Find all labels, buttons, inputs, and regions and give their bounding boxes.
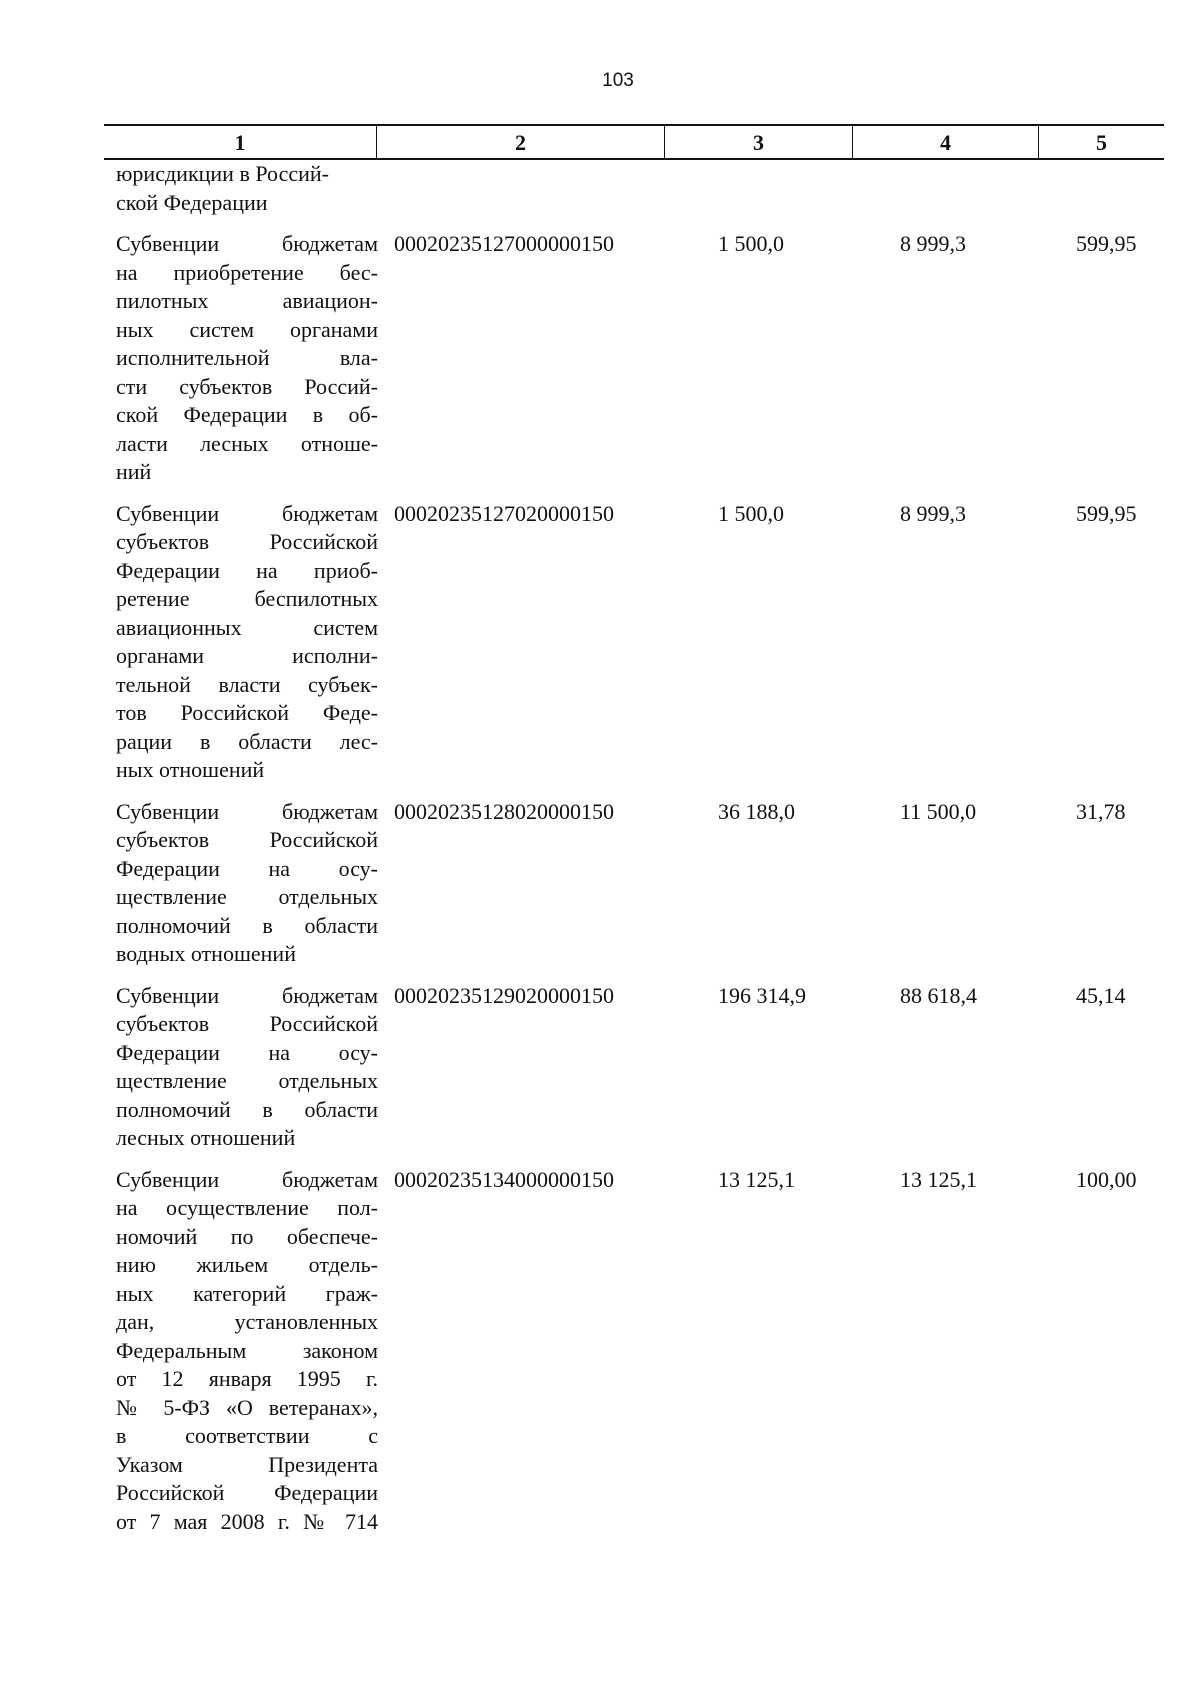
column-4-value: 13 125,1	[900, 1166, 977, 1192]
description-line: органами исполни-	[116, 643, 378, 668]
column-3-value: 196 314,9	[718, 982, 806, 1008]
table-row	[104, 160, 1164, 217]
description-line: на приобретение бес-	[116, 259, 378, 285]
table-row	[104, 1166, 1164, 1537]
column-3-value: 36 188,0	[718, 798, 795, 824]
description-line: авиационных систем	[116, 614, 378, 640]
column-4-value: 11 500,0	[900, 798, 977, 824]
description-line: юрисдикции в Россий-	[116, 161, 329, 186]
budget-table	[104, 124, 1164, 1549]
row-description	[116, 160, 378, 217]
description-line: субъектов Российской	[116, 1011, 378, 1036]
description-line: ласти лесных отноше-	[116, 430, 378, 456]
table-row	[104, 230, 1164, 487]
description-line: ществление отдельных	[116, 1068, 378, 1093]
column-5-value: 45,14	[1076, 982, 1126, 1008]
description-line: № 5-ФЗ «О ветеранах»,	[116, 1394, 378, 1420]
description-line: номочий по обеспече-	[116, 1223, 378, 1249]
description-line: в соответствии с	[116, 1423, 378, 1448]
description-line: рации в области лес-	[116, 728, 378, 754]
description-line: Субвенции бюджетам	[116, 982, 378, 1008]
description-line: ний	[116, 459, 152, 484]
column-header-2: 2	[376, 126, 664, 158]
budget-code: 00020235134000000150	[394, 1166, 614, 1192]
table-header-row	[104, 124, 1164, 160]
column-3-value: 1 500,0	[718, 231, 784, 256]
description-line: исполнительной вла-	[116, 345, 378, 370]
page-number: 103	[602, 70, 634, 91]
description-line: полномочий в области	[116, 1096, 378, 1122]
column-5-value: 100,00	[1076, 1166, 1137, 1192]
column-4-value: 8 999,3	[900, 231, 966, 256]
column-header-4: 4	[852, 126, 1038, 158]
row-description	[116, 798, 378, 969]
description-line: субъектов Российской	[116, 827, 378, 852]
column-header-5: 5	[1038, 126, 1164, 158]
description-line: Субвенции бюджетам	[116, 1166, 378, 1192]
description-line: ретение беспилотных	[116, 586, 378, 611]
description-line: Федеральным законом	[116, 1337, 378, 1363]
description-line: Субвенции бюджетам	[116, 500, 378, 526]
row-description	[116, 500, 378, 785]
column-header-1: 1	[234, 130, 246, 155]
row-description	[116, 230, 378, 487]
description-line: ных категорий граж-	[116, 1280, 378, 1306]
description-line: ных систем органами	[116, 316, 378, 342]
description-line: Федерации на осу-	[116, 855, 378, 881]
column-3-value: 13 125,1	[718, 1166, 795, 1192]
description-line: ской Федерации	[116, 189, 268, 215]
table-body	[104, 160, 1164, 1536]
description-line: ской Федерации в об-	[116, 402, 378, 427]
description-line: полномочий в области	[116, 912, 378, 938]
description-line: субъектов Российской	[116, 529, 378, 554]
table-row	[104, 982, 1164, 1153]
description-line: от 7 мая 2008 г. № 714	[116, 1508, 378, 1534]
description-line: сти субъектов Россий-	[116, 373, 378, 399]
description-line: дан, установленных	[116, 1309, 378, 1334]
budget-code: 00020235129020000150	[394, 982, 614, 1008]
description-line: Федерации на осу-	[116, 1039, 378, 1065]
column-5-value: 31,78	[1076, 798, 1126, 824]
description-line: тов Российской Феде-	[116, 700, 378, 725]
description-line: от 12 января 1995 г.	[116, 1366, 378, 1391]
description-line: ных отношений	[116, 757, 265, 782]
row-description	[116, 982, 378, 1153]
column-4-value: 8 999,3	[900, 500, 966, 526]
description-line: Указом Президента	[116, 1451, 378, 1477]
budget-code: 00020235128020000150	[394, 798, 614, 824]
description-line: лесных отношений	[116, 1125, 296, 1150]
description-line: Субвенции бюджетам	[116, 231, 378, 256]
column-5-value: 599,95	[1076, 231, 1137, 256]
table-row	[104, 500, 1164, 785]
description-line: пилотных авиацион-	[116, 288, 378, 313]
table-row	[104, 798, 1164, 969]
description-line: на осуществление пол-	[116, 1195, 378, 1220]
description-line: тельной власти субъек-	[116, 671, 378, 697]
column-4-value: 88 618,4	[900, 982, 977, 1008]
budget-code: 00020235127000000150	[394, 231, 614, 256]
column-3-value: 1 500,0	[718, 500, 784, 526]
description-line: Субвенции бюджетам	[116, 798, 378, 824]
description-line: Российской Федерации	[116, 1480, 378, 1505]
description-line: водных отношений	[116, 941, 296, 966]
row-description	[116, 1166, 378, 1537]
description-line: Федерации на приоб-	[116, 557, 378, 583]
description-line: нию жильем отдель-	[116, 1252, 378, 1277]
column-5-value: 599,95	[1076, 500, 1137, 526]
description-line: ществление отдельных	[116, 884, 378, 909]
column-header-3: 3	[664, 126, 852, 158]
budget-code: 00020235127020000150	[394, 500, 614, 526]
